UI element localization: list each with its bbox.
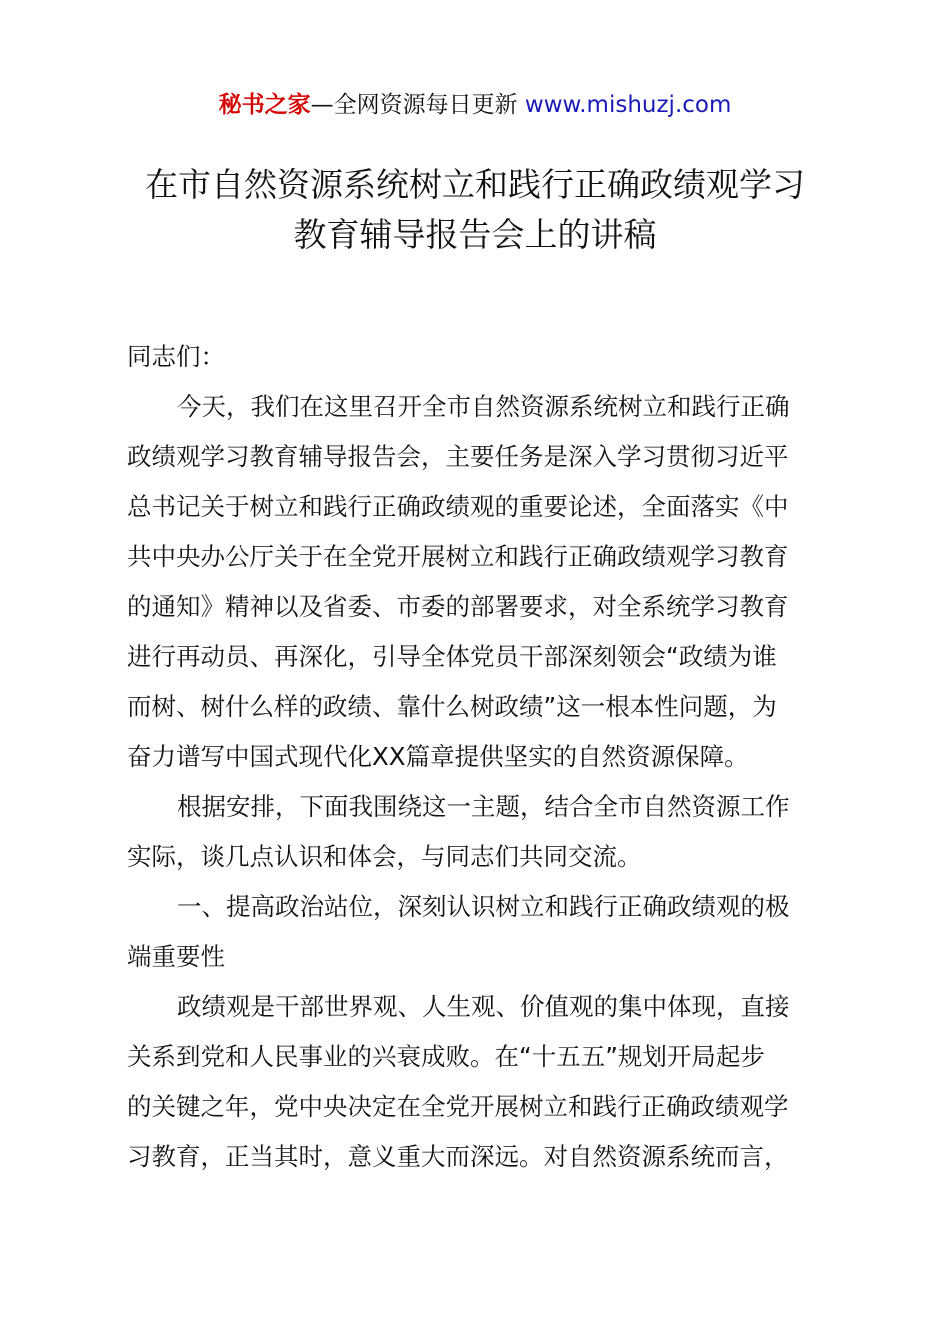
paragraph-1-line: 共中央办公厅关于在全党开展树立和践行正确政绩观学习教育 bbox=[127, 542, 789, 571]
section-heading-line: 端重要性 bbox=[127, 942, 225, 971]
site-brand: 秘书之家 bbox=[218, 92, 311, 118]
paragraph-1-line: 的通知》精神以及省委、市委的部署要求，对全系统学习教育 bbox=[127, 592, 789, 621]
salutation: 同志们： bbox=[127, 342, 225, 371]
paragraph-3-line: 习教育，正当其时，意义重大而深远。对自然资源系统而言， bbox=[127, 1142, 789, 1171]
paragraph-3-line: 政绩观是干部世界观、人生观、价值观的集中体现，直接 bbox=[177, 992, 790, 1021]
paragraph-1-line: 今天，我们在这里召开全市自然资源系统树立和践行正确 bbox=[177, 392, 790, 421]
paragraph-1-line: 而树、树什么样的政绩、靠什么树政绩”这一根本性问题，为 bbox=[127, 692, 777, 721]
paragraph-1-line: 总书记关于树立和践行正确政绩观的重要论述，全面落实《中 bbox=[127, 492, 789, 521]
paragraph-1-line: 奋力谱写中国式现代化XX篇章提供坚实的自然资源保障。 bbox=[127, 742, 749, 771]
paragraph-2-line: 根据安排，下面我围绕这一主题，结合全市自然资源工作 bbox=[177, 792, 790, 821]
document-title bbox=[60, 160, 890, 260]
site-url-link[interactable]: www.mishuzj.com bbox=[524, 92, 732, 118]
document-body bbox=[127, 332, 847, 1182]
paragraph-3-line: 的关键之年，党中央决定在全党开展树立和践行正确政绩观学 bbox=[127, 1092, 789, 1121]
paragraph-3-line: 关系到党和人民事业的兴衰成败。在“十五五”规划开局起步 bbox=[127, 1042, 765, 1071]
paragraph-1-line: 政绩观学习教育辅导报告会，主要任务是深入学习贯彻习近平 bbox=[127, 442, 789, 471]
paragraph-2-line: 实际，谈几点认识和体会，与同志们共同交流。 bbox=[127, 842, 642, 871]
site-slogan: —全网资源每日更新 bbox=[310, 92, 525, 118]
paragraph-1-line: 进行再动员、再深化，引导全体党员干部深刻领会“政绩为谁 bbox=[127, 642, 777, 671]
site-header bbox=[0, 88, 950, 122]
title-line-2: 教育辅导报告会上的讲稿 bbox=[293, 215, 657, 254]
section-heading-line: 一、提高政治站位，深刻认识树立和践行正确政绩观的极 bbox=[177, 892, 790, 921]
title-line-1: 在市自然资源系统树立和践行正确政绩观学习 bbox=[145, 165, 805, 204]
